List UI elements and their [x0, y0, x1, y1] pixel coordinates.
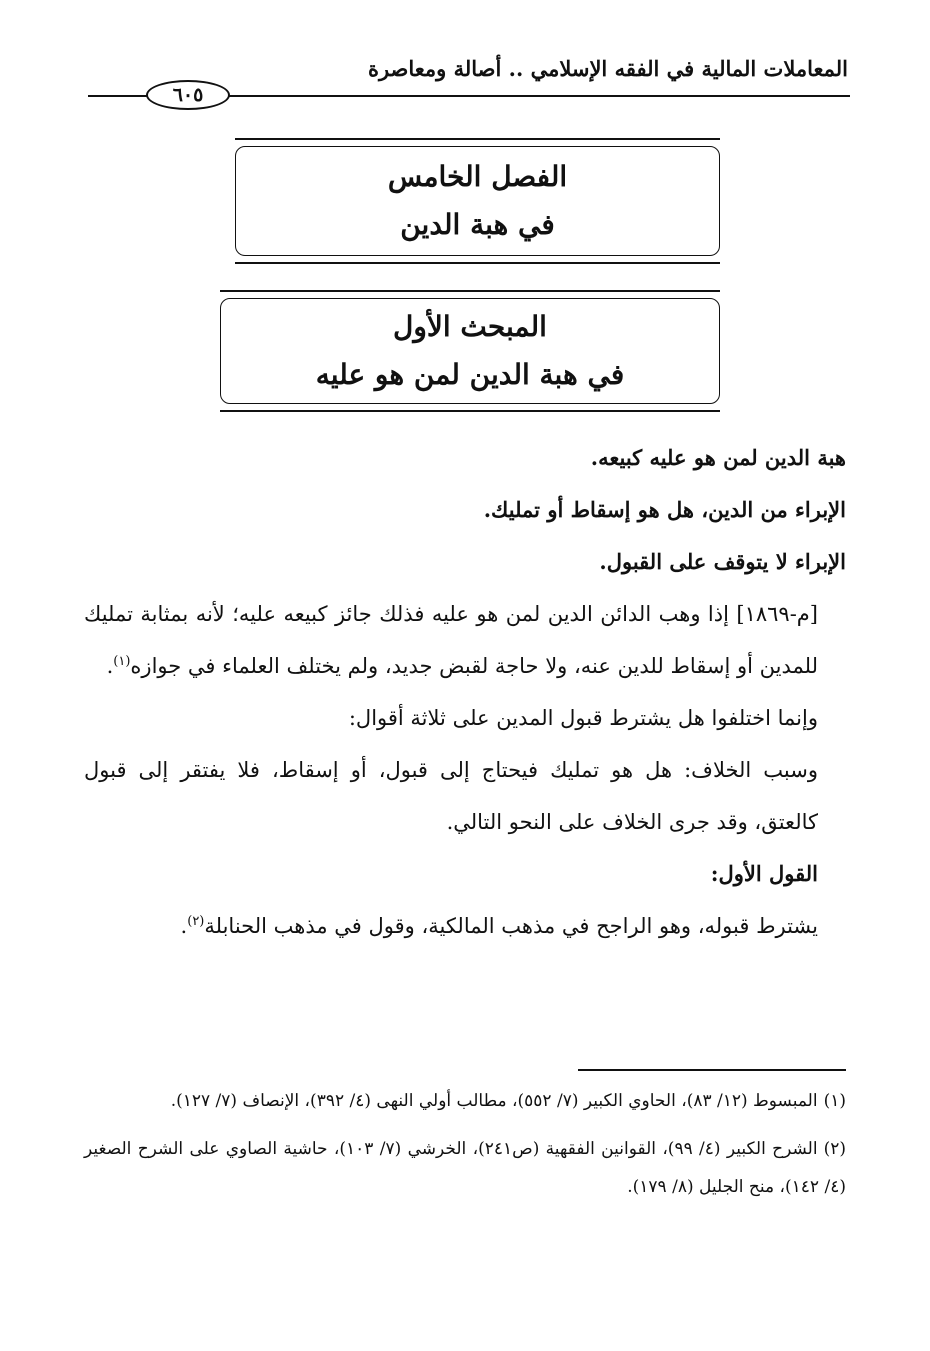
footnote [84, 1130, 846, 1206]
footnote-text: الشرح الكبير (٤/ ٩٩)، القوانين الفقهية (ص٢٤١)، الخرشي (٧/ ١٠٣)، حاشية الصاوي على الشرح الصغير (٤/ ١٤٢)، منح الجليل (٨/ ١٧٩). [84, 1139, 846, 1197]
footnote-ref: (١) [113, 654, 131, 669]
topic-line: الإبراء لا يتوقف على القبول. [599, 549, 846, 574]
footnote [84, 1082, 846, 1120]
paragraph-text: [م-١٨٦٩] إذا وهب الدائن الدين لمن هو عليه فذلك جائز كبيعه عليه؛ لأنه بمثابة تمليك للمدين أو إسقاط للدين عنه، ولا حاجة لقبض جديد، ولم يختلف العلماء في جوازه [84, 602, 818, 678]
paragraph [84, 588, 846, 692]
paragraph [84, 900, 846, 952]
running-header: المعاملات المالية في الفقه الإسلامي .. أصالة ومعاصرة [367, 56, 848, 81]
chapter-title-frame [235, 138, 720, 264]
page-number: ٦٠٥ [146, 80, 230, 110]
frame-inner-box [220, 298, 720, 404]
section-title-frame [220, 290, 720, 412]
paragraph-end: . [180, 914, 188, 938]
footnote-ref: (٢) [187, 914, 205, 929]
paragraph-end: . [106, 654, 114, 678]
footnote-divider [578, 1069, 846, 1071]
paragraph-text: يشترط قبوله، وهو الراجح في مذهب المالكية، وقول في مذهب الحنابلة [204, 914, 818, 938]
frame-rule-top [220, 290, 720, 292]
frame-rule-bottom [220, 410, 720, 412]
chapter-title: الفصل الخامس [387, 160, 568, 193]
frame-inner-box [235, 146, 720, 256]
paragraph: وسبب الخلاف: هل هو تمليك فيحتاج إلى قبول، أو إسقاط، فلا يفتقر إلى قبول كالعتق، وقد جرى الخلاف على النحو التالي. [84, 758, 818, 834]
frame-rule-bottom [235, 262, 720, 264]
footnote-number: (١) [823, 1091, 846, 1111]
footnote-number: (٢) [823, 1139, 846, 1159]
footnote-text: المبسوط (١٢/ ٨٣)، الحاوي الكبير (٧/ ٥٥٢)، مطالب أولي النهى (٤/ ٣٩٢)، الإنصاف (٧/ ١٢٧). [170, 1091, 818, 1111]
opinion-heading: القول الأول: [710, 861, 818, 886]
section-subtitle: في هبة الدين لمن هو عليه [315, 358, 625, 391]
chapter-subtitle: في هبة الدين [400, 208, 555, 241]
body-text [84, 432, 846, 952]
frame-rule-top [235, 138, 720, 140]
topic-line: الإبراء من الدين، هل هو إسقاط أو تمليك. [483, 497, 846, 522]
footnotes [84, 1082, 846, 1216]
section-title: المبحث الأول [393, 310, 547, 343]
topic-line: هبة الدين لمن هو عليه كبيعه. [590, 445, 846, 470]
paragraph: وإنما اختلفوا هل يشترط قبول المدين على ثلاثة أقوال: [348, 706, 818, 730]
